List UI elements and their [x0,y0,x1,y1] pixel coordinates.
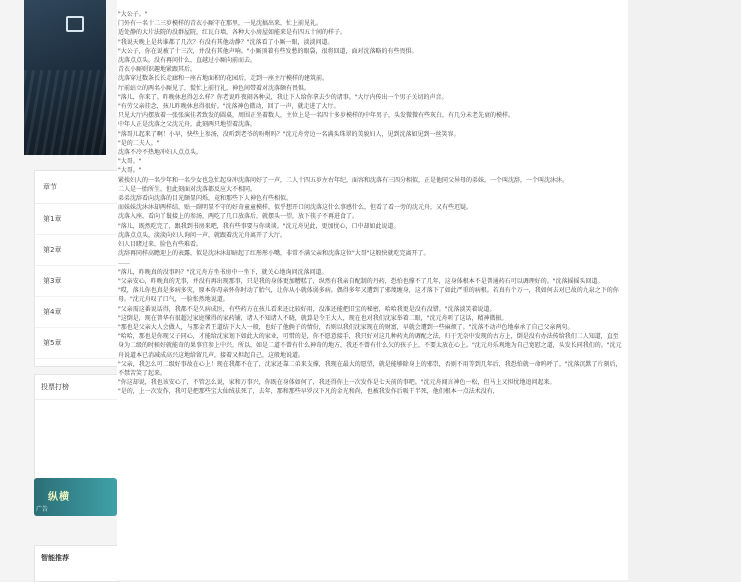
paragraph: 弟弟沈辞看向沈落的目光颇显闪烁，竟和那些下人神色有些相似。 [118,195,293,203]
vote-title: 投票打榜 [35,375,118,400]
paragraph: 沈落点点头，淡淡向妇人询问一声，就跟着沈元舟离开了大厅。 [118,231,287,239]
paragraph: "是的，上一次发作，我可是把那些宝大仙绒祛死了，去年，那和那些早罗汉下凡的金光和尚，也被我发作后吸干半死，他们根本一点法术没有， [118,388,499,396]
paragraph: 门外有一名十二三岁模样的青衣小厮守在那里，一见沈搞出来，忙上前见礼。 [118,20,323,28]
paragraph: "落儿，昨晚真的没事吗？"沈元舟方坐书房中一坐下，就关心地询问沈落问道。 [118,268,328,276]
paragraph: "父亲，我怎么可二级好事故在心上！现在我都不在了，沈家还靠二弟来支撑，我现在最大的愿望，就是能够除身上的邪祟，否则不用等到几年后，我恐怕就一命呜呼了。"沈落沉默了片刻后，不禁苦笑了起来。 [118,360,622,377]
toc-item-1[interactable]: 第1章 [35,204,118,235]
ad-label: 广告 [36,506,49,513]
paragraph: "大公子，你在说被了十三次，并没有其他声响。"小厮顶着有些发愁的眼袋，很将回道，面对沈落略的有些畏惧。 [118,47,418,55]
toc-item-2[interactable]: 第2章 [35,235,118,266]
paragraph: 沈辞再同样高瞻迎上的表露，似是沈沐沐却暗起了红彤彤小嘴，非常不满父亲和沈落这位"大哥"这般快就吃完离开了。 [118,250,430,258]
paragraph: "大哥。" [118,167,142,175]
paragraph: "我说天晚上是共谁都了几次？有没有其他动静？"沈落看了小厮一眼，淡淡问道。 [118,38,334,46]
paragraph: 沈落穿过数条长长走廊和一座占地面积的花园后，走到一座主厅模样的建筑前。 [118,75,329,83]
paragraph: "父亲需这番说话得，我都不是久病成医，有些药方在孩儿看来还比较好用，没准还能把旧宝的秘密，哈哈我更是没有没错。"沈落淡笑着说道。 [118,305,496,313]
paragraph: 青衣小厮则识趣地紧跟其后。 [118,66,197,74]
paragraph: "这倒是，现在普华有很超过家庭懂得的家药铺，诸人不知诸人不晓，就算是令王大人，现在也对我们沈家举着二眼，"沈元舟听了这话，精神微振。 [118,314,508,322]
paragraph: "父亲安心，昨晚真的无事，并没有再出现那事，只是我的身体更加糟糕了，纵然有我亲自配制的丹药，恐怕也撑不了几年，这身体根本不是普通药石可以调理好的。"沈落摇摇头回道。 [118,277,604,285]
toc-item-3[interactable]: 第3章 [35,266,118,297]
paragraph: "落儿，既然吃完了，跟我到书房来吧，我有些事要与你谈谈。"沈元舟见此，更加忧心，口中却如此说道。 [118,222,400,230]
paragraph: "大哥。" [118,158,142,166]
paragraph: "落哥儿起来了啊！小早，快些上参汤，没听到老爷的吩咐吗？"沈元舟旁边一名满头珠翠的美貌妇人，见到沈落如见到一丝笑容。 [118,130,460,138]
ad-banner[interactable] [34,478,117,516]
logo-icon [66,16,84,32]
paragraph: "大公子。" [118,11,148,18]
chapter-text [117,10,628,397]
paragraph: 中年人正是沈落之父沈元舟，此刻两只地望着沈落。 [118,121,257,129]
book-cover-image[interactable] [24,0,106,155]
paragraph: 沈落不冷不热地冲妇人点点头。 [118,149,203,157]
paragraph: "那也是父亲大人会做人，与那金者王道结下大人一般，也好了他俩子的情份，否则以我们沈家现在的财富，早就会遭到一些麻烦了。"沈落不动声色地奉承了自己父亲两句。 [118,323,574,331]
paragraph: "哈哈，那也是你现父子同心，才能给沈家划下如此大的家业，可惜的是，你不愿意接手，我只好对这几种药丸的调配之法，归于无奈中发现的古方上，倒是没有办法传给我们二人知道，直至身为二级的时候好就能奇的果事宜参上中兴，所以，如是二道不曾有什么神奇的地方，我还不曾有什么欠的孩子上，不要太放在心上。"沈元舟乐观地为自己宽慰之道，头发长同我们的。"沈元舟说道本已消减成高兴这地给留几声，接着又担起自己，这般地说道。 [118,333,622,359]
paragraph: 二人是一胎所生，但此刻面对沈落都反应大不相同。 [118,185,257,193]
toc-item-5[interactable]: 第5章 [35,328,118,359]
paragraph: 妇人目睹过来，脸色有些难看。 [118,241,203,249]
table-of-contents [34,170,119,367]
paragraph: …… [118,259,130,267]
paragraph: 适处静的大片法院的没群屋院，红瓦白墙，各种大小房屋如能来是有四五十间的样子。 [118,29,347,37]
right-margin [628,0,741,580]
paragraph: 沈落点点头，没有再问什么，直越过小厮向前而去。 [118,57,257,65]
paragraph: 而妹妹沈沐沐却两样结，贴一副明显不守的好奇童童模样，似乎想开口问沈落这什么事感什么，但看了看一旁的沈元舟，又有些迟疑。 [118,204,473,212]
left-sidebar [0,0,117,580]
paragraph: 沈落入座，看向丫鬟接上的参汤，两吃了几口放落后，就摆头一望，放下筷子不再进食了。 [118,213,359,221]
paragraph: "落儿，你来了。昨晚休息得怎么样？你老说昨夜闹各种灵，我让下人给你拿去少的诸事。"大厅内传出一个男子关切的声音。 [118,93,448,101]
recommend-panel [34,545,119,582]
paragraph: 只见大厅内摆放着一张张演佳者致发的圆桌，周围正坐着数人，主位上是一名四十多岁模样的中年男子，头发微微有些灰白，有几分未老先衰的模样。 [118,112,515,120]
paragraph: "你这却说，我也该安心了，不管怎么说，家和万事兴，你既在身体如何了，我还得你上一次发作是七天前的事吧。"沈元舟闻言神色一松，但马上又担忧地追问起来。 [118,379,556,387]
paragraph: 紧挨妇人的一名少年和一名少女也急忙起身冲沈落问好了一声，二人十四五岁左右年纪，面容和沈落有三四分相似，正是他同父异母的弟妹，一个叫沈辞，一个叫沈沐沐。 [118,176,569,184]
toc-item-4[interactable]: 第4章 [35,297,118,328]
recommend-title: 智能推荐 [41,554,69,562]
paragraph: "哎，落儿你也真是多病多灾，原本你母亲怀你时动了胎气，让你从小就体弱多病。偶得多年又遭到了邪蔑缠身，这才落下了如此严重的病根。若真有个万一，我如何去对已故的九泉之下的你母。"沈元舟叹了口气，一脸怅然地说道。 [118,287,619,304]
paragraph: "有劳父亲挂念，孩儿昨晚休息得很好。"沈落神色微动，回了一声，就走进了大厅。 [118,103,340,111]
toc-title: 章节 [35,171,118,204]
cover-artwork [24,70,106,155]
paragraph: "是的二夫人。" [118,139,160,147]
chapter-content [117,0,628,580]
ad-banner-text: 纵横 [48,492,70,503]
paragraph: 厅前站立的两名小厮见了，慌忙上前行礼，神色间带着对沈落颇有畏惧。 [118,84,311,92]
